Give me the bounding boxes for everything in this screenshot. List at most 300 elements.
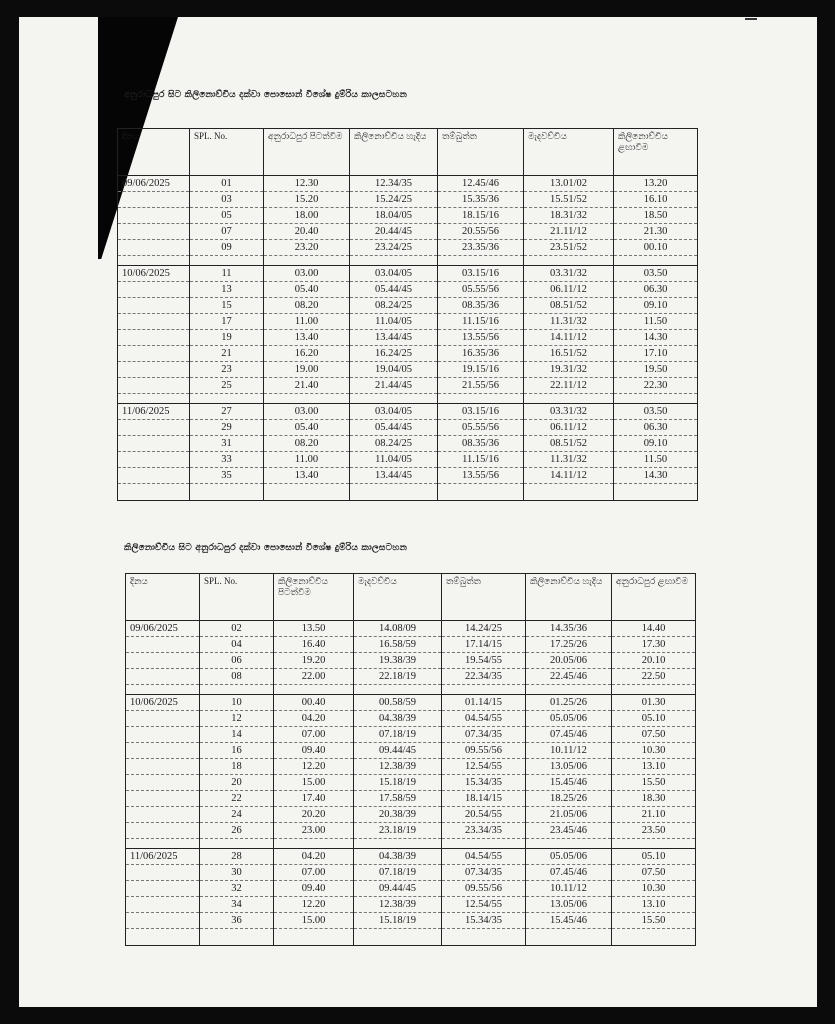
time-cell: 06.30 bbox=[614, 282, 698, 298]
table2-title: කිලිනොච්චිය සිට අනුරාධපුර දක්වා පොසොන් විශේෂ දුම්රිය කාලසටහන bbox=[124, 543, 408, 553]
train-number-cell: 17 bbox=[190, 314, 264, 330]
time-cell: 16.51/52 bbox=[524, 346, 614, 362]
empty-cell bbox=[354, 929, 442, 946]
time-cell: 05.44/45 bbox=[350, 282, 438, 298]
empty-cell bbox=[526, 685, 612, 695]
column-header: SPL. No. bbox=[190, 129, 264, 176]
time-cell: 11.50 bbox=[614, 314, 698, 330]
table-row bbox=[126, 865, 696, 881]
column-header: මැදවච්චිය bbox=[524, 129, 614, 176]
train-number-cell: 33 bbox=[190, 452, 264, 468]
date-cell-empty bbox=[126, 897, 200, 913]
empty-cell bbox=[524, 394, 614, 404]
train-number-cell: 32 bbox=[200, 881, 274, 897]
date-cell-empty bbox=[126, 791, 200, 807]
time-cell: 03.04/05 bbox=[350, 404, 438, 420]
column-header: තම්බුත්ත bbox=[442, 574, 526, 621]
time-cell: 14.08/09 bbox=[354, 621, 442, 637]
time-cell: 04.54/55 bbox=[442, 849, 526, 865]
time-cell: 13.05/06 bbox=[526, 759, 612, 775]
time-cell: 22.50 bbox=[612, 669, 696, 685]
time-cell: 20.44/45 bbox=[350, 224, 438, 240]
separator-row bbox=[118, 394, 698, 404]
table-row bbox=[126, 695, 696, 711]
date-cell-empty bbox=[126, 743, 200, 759]
train-number-cell: 19 bbox=[190, 330, 264, 346]
time-cell: 14.30 bbox=[614, 330, 698, 346]
train-number-cell: 29 bbox=[190, 420, 264, 436]
table-row bbox=[126, 897, 696, 913]
date-cell-empty bbox=[126, 823, 200, 839]
table-row bbox=[118, 468, 698, 484]
time-cell: 03.50 bbox=[614, 266, 698, 282]
train-number-cell: 31 bbox=[190, 436, 264, 452]
date-cell-empty bbox=[118, 362, 190, 378]
time-cell: 21.05/06 bbox=[526, 807, 612, 823]
empty-cell bbox=[274, 839, 354, 849]
time-cell: 07.45/46 bbox=[526, 865, 612, 881]
time-cell: 06.30 bbox=[614, 420, 698, 436]
time-cell: 14.30 bbox=[614, 468, 698, 484]
table-header-row bbox=[126, 574, 696, 621]
time-cell: 22.34/35 bbox=[442, 669, 526, 685]
empty-cell bbox=[118, 256, 190, 266]
table-row bbox=[118, 282, 698, 298]
time-cell: 13.20 bbox=[614, 176, 698, 192]
time-cell: 21.40 bbox=[264, 378, 350, 394]
date-cell-empty bbox=[126, 759, 200, 775]
time-cell: 13.44/45 bbox=[350, 330, 438, 346]
train-number-cell: 07 bbox=[190, 224, 264, 240]
time-cell: 12.54/55 bbox=[442, 897, 526, 913]
empty-cell bbox=[200, 685, 274, 695]
empty-cell bbox=[438, 256, 524, 266]
time-cell: 19.20 bbox=[274, 653, 354, 669]
time-cell: 01.25/26 bbox=[526, 695, 612, 711]
separator-row bbox=[118, 484, 698, 501]
table-row bbox=[126, 881, 696, 897]
time-cell: 11.50 bbox=[614, 452, 698, 468]
date-cell-empty bbox=[126, 669, 200, 685]
train-number-cell: 36 bbox=[200, 913, 274, 929]
time-cell: 09.44/45 bbox=[354, 881, 442, 897]
time-cell: 16.24/25 bbox=[350, 346, 438, 362]
empty-cell bbox=[274, 929, 354, 946]
train-number-cell: 11 bbox=[190, 266, 264, 282]
time-cell: 22.18/19 bbox=[354, 669, 442, 685]
time-cell: 05.40 bbox=[264, 420, 350, 436]
time-cell: 21.11/12 bbox=[524, 224, 614, 240]
time-cell: 09.44/45 bbox=[354, 743, 442, 759]
table-row bbox=[126, 775, 696, 791]
time-cell: 19.00 bbox=[264, 362, 350, 378]
date-cell: 09/06/2025 bbox=[118, 176, 190, 192]
time-cell: 07.00 bbox=[274, 865, 354, 881]
time-cell: 19.15/16 bbox=[438, 362, 524, 378]
time-cell: 23.00 bbox=[274, 823, 354, 839]
time-cell: 05.10 bbox=[612, 849, 696, 865]
empty-cell bbox=[190, 256, 264, 266]
table-header-row bbox=[118, 129, 698, 176]
date-cell-empty bbox=[118, 240, 190, 256]
time-cell: 12.45/46 bbox=[438, 176, 524, 192]
time-cell: 11.31/32 bbox=[524, 314, 614, 330]
empty-cell bbox=[264, 256, 350, 266]
time-cell: 07.18/19 bbox=[354, 865, 442, 881]
time-cell: 04.54/55 bbox=[442, 711, 526, 727]
time-cell: 19.54/55 bbox=[442, 653, 526, 669]
time-cell: 08.51/52 bbox=[524, 436, 614, 452]
time-cell: 08.51/52 bbox=[524, 298, 614, 314]
time-cell: 03.31/32 bbox=[524, 404, 614, 420]
time-cell: 17.30 bbox=[612, 637, 696, 653]
time-cell: 05.05/06 bbox=[526, 711, 612, 727]
time-cell: 10.11/12 bbox=[526, 743, 612, 759]
time-cell: 22.30 bbox=[614, 378, 698, 394]
time-cell: 21.44/45 bbox=[350, 378, 438, 394]
train-number-cell: 08 bbox=[200, 669, 274, 685]
time-cell: 07.34/35 bbox=[442, 865, 526, 881]
table-row bbox=[126, 913, 696, 929]
train-number-cell: 22 bbox=[200, 791, 274, 807]
train-number-cell: 34 bbox=[200, 897, 274, 913]
date-cell-empty bbox=[118, 346, 190, 362]
time-cell: 05.10 bbox=[612, 711, 696, 727]
date-cell-empty bbox=[126, 653, 200, 669]
time-cell: 15.50 bbox=[612, 913, 696, 929]
time-cell: 04.20 bbox=[274, 711, 354, 727]
time-cell: 18.04/05 bbox=[350, 208, 438, 224]
time-cell: 12.20 bbox=[274, 897, 354, 913]
train-number-cell: 23 bbox=[190, 362, 264, 378]
date-cell-empty bbox=[118, 436, 190, 452]
time-cell: 06.11/12 bbox=[524, 282, 614, 298]
empty-cell bbox=[200, 929, 274, 946]
column-header: අනුරාධපුර ළඟාවීම bbox=[612, 574, 696, 621]
time-cell: 03.00 bbox=[264, 404, 350, 420]
time-cell: 15.18/19 bbox=[354, 913, 442, 929]
time-cell: 03.15/16 bbox=[438, 266, 524, 282]
time-cell: 11.15/16 bbox=[438, 314, 524, 330]
time-cell: 13.55/56 bbox=[438, 330, 524, 346]
date-cell-empty bbox=[118, 298, 190, 314]
train-number-cell: 35 bbox=[190, 468, 264, 484]
table-row bbox=[118, 330, 698, 346]
empty-cell bbox=[524, 484, 614, 501]
empty-cell bbox=[350, 484, 438, 501]
column-header: මැදවච්චිය bbox=[354, 574, 442, 621]
time-cell: 11.00 bbox=[264, 314, 350, 330]
time-cell: 15.51/52 bbox=[524, 192, 614, 208]
time-cell: 10.30 bbox=[612, 743, 696, 759]
date-cell-empty bbox=[118, 224, 190, 240]
train-number-cell: 05 bbox=[190, 208, 264, 224]
time-cell: 00.40 bbox=[274, 695, 354, 711]
column-header: දිනය bbox=[126, 574, 200, 621]
time-cell: 12.38/39 bbox=[354, 759, 442, 775]
date-cell-empty bbox=[126, 807, 200, 823]
time-cell: 18.31/32 bbox=[524, 208, 614, 224]
table-row bbox=[118, 208, 698, 224]
time-cell: 18.25/26 bbox=[526, 791, 612, 807]
date-cell-empty bbox=[118, 208, 190, 224]
time-cell: 15.18/19 bbox=[354, 775, 442, 791]
empty-cell bbox=[350, 256, 438, 266]
table1-title: අනුරාධපුර සිට කිලිනොච්චිය දක්වා පොසොන් විශේෂ දුම්රිය කාලසටහන bbox=[124, 90, 408, 100]
time-cell: 22.00 bbox=[274, 669, 354, 685]
time-cell: 13.10 bbox=[612, 897, 696, 913]
time-cell: 09.10 bbox=[614, 436, 698, 452]
time-cell: 21.55/56 bbox=[438, 378, 524, 394]
date-cell-empty bbox=[126, 881, 200, 897]
table-row bbox=[118, 362, 698, 378]
train-number-cell: 04 bbox=[200, 637, 274, 653]
column-header: අනුරාධපුර පිටත්වීම bbox=[264, 129, 350, 176]
time-cell: 23.50 bbox=[612, 823, 696, 839]
time-cell: 23.18/19 bbox=[354, 823, 442, 839]
time-cell: 12.20 bbox=[274, 759, 354, 775]
train-number-cell: 15 bbox=[190, 298, 264, 314]
time-cell: 15.45/46 bbox=[526, 775, 612, 791]
date-cell-empty bbox=[118, 378, 190, 394]
table-row bbox=[118, 298, 698, 314]
time-cell: 08.35/36 bbox=[438, 298, 524, 314]
time-cell: 13.05/06 bbox=[526, 897, 612, 913]
table-row bbox=[118, 420, 698, 436]
date-cell-empty bbox=[126, 865, 200, 881]
time-cell: 14.35/36 bbox=[526, 621, 612, 637]
train-number-cell: 25 bbox=[190, 378, 264, 394]
empty-cell bbox=[438, 394, 524, 404]
empty-cell bbox=[442, 929, 526, 946]
time-cell: 21.30 bbox=[614, 224, 698, 240]
time-cell: 13.55/56 bbox=[438, 468, 524, 484]
time-cell: 19.50 bbox=[614, 362, 698, 378]
train-number-cell: 24 bbox=[200, 807, 274, 823]
time-cell: 23.51/52 bbox=[524, 240, 614, 256]
table-row bbox=[126, 743, 696, 759]
train-number-cell: 21 bbox=[190, 346, 264, 362]
empty-cell bbox=[118, 394, 190, 404]
time-cell: 07.18/19 bbox=[354, 727, 442, 743]
time-cell: 10.11/12 bbox=[526, 881, 612, 897]
empty-cell bbox=[526, 839, 612, 849]
time-cell: 09.40 bbox=[274, 743, 354, 759]
time-cell: 05.40 bbox=[264, 282, 350, 298]
time-cell: 11.15/16 bbox=[438, 452, 524, 468]
time-cell: 12.30 bbox=[264, 176, 350, 192]
time-cell: 05.55/56 bbox=[438, 282, 524, 298]
time-cell: 23.35/36 bbox=[438, 240, 524, 256]
time-cell: 07.34/35 bbox=[442, 727, 526, 743]
empty-cell bbox=[442, 685, 526, 695]
time-cell: 07.50 bbox=[612, 727, 696, 743]
time-cell: 23.20 bbox=[264, 240, 350, 256]
date-cell: 11/06/2025 bbox=[126, 849, 200, 865]
column-header: කිලිනොච්චිය පිටත්වීම bbox=[274, 574, 354, 621]
table-row bbox=[126, 621, 696, 637]
empty-cell bbox=[264, 484, 350, 501]
time-cell: 17.58/59 bbox=[354, 791, 442, 807]
date-cell-empty bbox=[118, 468, 190, 484]
empty-cell bbox=[126, 685, 200, 695]
column-header: SPL. No. bbox=[200, 574, 274, 621]
train-number-cell: 01 bbox=[190, 176, 264, 192]
time-cell: 16.35/36 bbox=[438, 346, 524, 362]
time-cell: 04.20 bbox=[274, 849, 354, 865]
empty-cell bbox=[612, 685, 696, 695]
table-row bbox=[126, 669, 696, 685]
empty-cell bbox=[126, 839, 200, 849]
date-cell: 10/06/2025 bbox=[126, 695, 200, 711]
table-row bbox=[126, 653, 696, 669]
time-cell: 20.55/56 bbox=[438, 224, 524, 240]
time-cell: 23.24/25 bbox=[350, 240, 438, 256]
date-cell: 10/06/2025 bbox=[118, 266, 190, 282]
table-row bbox=[118, 266, 698, 282]
time-cell: 17.40 bbox=[274, 791, 354, 807]
time-cell: 20.05/06 bbox=[526, 653, 612, 669]
train-number-cell: 14 bbox=[200, 727, 274, 743]
date-cell-empty bbox=[118, 452, 190, 468]
time-cell: 08.20 bbox=[264, 298, 350, 314]
empty-cell bbox=[526, 929, 612, 946]
empty-cell bbox=[190, 484, 264, 501]
empty-cell bbox=[442, 839, 526, 849]
time-cell: 15.00 bbox=[274, 913, 354, 929]
table-row bbox=[118, 452, 698, 468]
time-cell: 13.50 bbox=[274, 621, 354, 637]
time-cell: 16.20 bbox=[264, 346, 350, 362]
time-cell: 09.55/56 bbox=[442, 881, 526, 897]
date-cell: 11/06/2025 bbox=[118, 404, 190, 420]
train-number-cell: 27 bbox=[190, 404, 264, 420]
time-cell: 16.10 bbox=[614, 192, 698, 208]
time-cell: 14.40 bbox=[612, 621, 696, 637]
empty-cell bbox=[190, 394, 264, 404]
table-row bbox=[118, 436, 698, 452]
train-number-cell: 30 bbox=[200, 865, 274, 881]
empty-cell bbox=[274, 685, 354, 695]
time-cell: 16.40 bbox=[274, 637, 354, 653]
date-cell-empty bbox=[126, 637, 200, 653]
empty-cell bbox=[612, 839, 696, 849]
time-cell: 03.50 bbox=[614, 404, 698, 420]
table-row bbox=[118, 314, 698, 330]
time-cell: 23.45/46 bbox=[526, 823, 612, 839]
train-number-cell: 12 bbox=[200, 711, 274, 727]
time-cell: 15.34/35 bbox=[442, 775, 526, 791]
empty-cell bbox=[354, 839, 442, 849]
train-number-cell: 26 bbox=[200, 823, 274, 839]
date-cell-empty bbox=[126, 711, 200, 727]
table-row bbox=[118, 240, 698, 256]
time-cell: 21.10 bbox=[612, 807, 696, 823]
time-cell: 22.11/12 bbox=[524, 378, 614, 394]
date-cell-empty bbox=[118, 282, 190, 298]
time-cell: 05.55/56 bbox=[438, 420, 524, 436]
table-row bbox=[118, 378, 698, 394]
time-cell: 15.20 bbox=[264, 192, 350, 208]
time-cell: 08.35/36 bbox=[438, 436, 524, 452]
table-row bbox=[118, 192, 698, 208]
time-cell: 00.10 bbox=[614, 240, 698, 256]
separator-row bbox=[118, 256, 698, 266]
time-cell: 08.20 bbox=[264, 436, 350, 452]
time-cell: 13.10 bbox=[612, 759, 696, 775]
time-cell: 14.11/12 bbox=[524, 330, 614, 346]
time-cell: 14.11/12 bbox=[524, 468, 614, 484]
time-cell: 17.10 bbox=[614, 346, 698, 362]
empty-cell bbox=[118, 484, 190, 501]
time-cell: 06.11/12 bbox=[524, 420, 614, 436]
column-header: තම්බුත්ත bbox=[438, 129, 524, 176]
time-cell: 15.35/36 bbox=[438, 192, 524, 208]
time-cell: 11.00 bbox=[264, 452, 350, 468]
empty-cell bbox=[264, 394, 350, 404]
table-row bbox=[126, 637, 696, 653]
time-cell: 11.04/05 bbox=[350, 452, 438, 468]
time-cell: 00.58/59 bbox=[354, 695, 442, 711]
time-cell: 19.38/39 bbox=[354, 653, 442, 669]
time-cell: 20.38/39 bbox=[354, 807, 442, 823]
time-cell: 18.14/15 bbox=[442, 791, 526, 807]
time-cell: 23.34/35 bbox=[442, 823, 526, 839]
time-cell: 09.10 bbox=[614, 298, 698, 314]
train-number-cell: 09 bbox=[190, 240, 264, 256]
train-number-cell: 18 bbox=[200, 759, 274, 775]
time-cell: 05.05/06 bbox=[526, 849, 612, 865]
empty-cell bbox=[438, 484, 524, 501]
date-cell-empty bbox=[118, 420, 190, 436]
table-row bbox=[126, 711, 696, 727]
time-cell: 03.31/32 bbox=[524, 266, 614, 282]
time-cell: 04.38/39 bbox=[354, 849, 442, 865]
table-row bbox=[118, 404, 698, 420]
time-cell: 20.40 bbox=[264, 224, 350, 240]
table-row bbox=[126, 759, 696, 775]
schedule-table-outbound bbox=[117, 128, 698, 501]
corner-mark bbox=[745, 18, 757, 20]
time-cell: 09.55/56 bbox=[442, 743, 526, 759]
time-cell: 03.15/16 bbox=[438, 404, 524, 420]
column-header: කිලිනොච්චිය හැදිය bbox=[526, 574, 612, 621]
time-cell: 20.10 bbox=[612, 653, 696, 669]
time-cell: 05.44/45 bbox=[350, 420, 438, 436]
table-row bbox=[118, 224, 698, 240]
train-number-cell: 13 bbox=[190, 282, 264, 298]
empty-cell bbox=[354, 685, 442, 695]
empty-cell bbox=[524, 256, 614, 266]
time-cell: 15.34/35 bbox=[442, 913, 526, 929]
time-cell: 13.40 bbox=[264, 330, 350, 346]
date-cell-empty bbox=[126, 727, 200, 743]
date-cell-empty bbox=[118, 330, 190, 346]
time-cell: 07.45/46 bbox=[526, 727, 612, 743]
time-cell: 12.54/55 bbox=[442, 759, 526, 775]
time-cell: 18.15/16 bbox=[438, 208, 524, 224]
time-cell: 14.24/25 bbox=[442, 621, 526, 637]
date-cell-empty bbox=[126, 913, 200, 929]
empty-cell bbox=[614, 484, 698, 501]
time-cell: 01.30 bbox=[612, 695, 696, 711]
empty-cell bbox=[614, 394, 698, 404]
time-cell: 12.34/35 bbox=[350, 176, 438, 192]
empty-cell bbox=[612, 929, 696, 946]
time-cell: 12.38/39 bbox=[354, 897, 442, 913]
time-cell: 13.01/02 bbox=[524, 176, 614, 192]
train-number-cell: 10 bbox=[200, 695, 274, 711]
